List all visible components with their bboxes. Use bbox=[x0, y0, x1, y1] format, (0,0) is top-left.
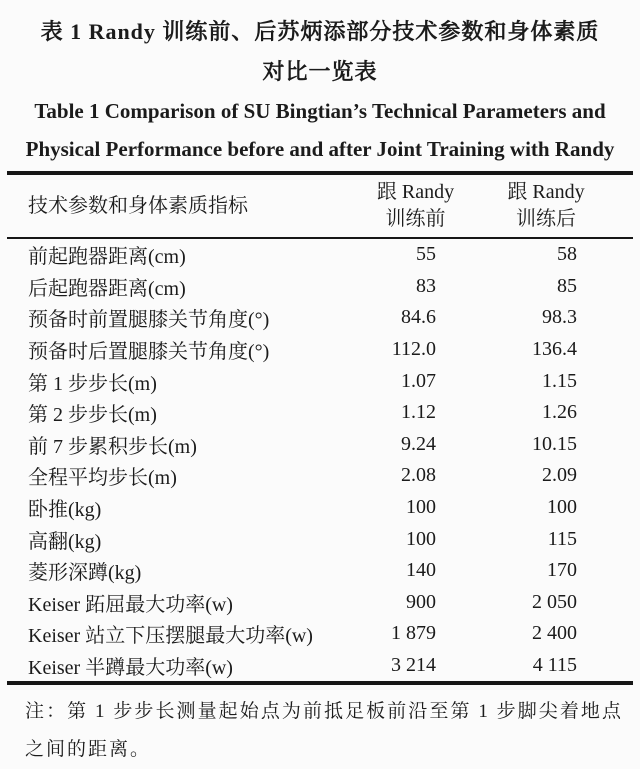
column-header-after-line2: 训练后 bbox=[516, 208, 576, 230]
table-row bbox=[7, 429, 633, 461]
table-row bbox=[7, 238, 633, 271]
before-value-cell: 100 bbox=[406, 496, 436, 519]
before-value-cell: 2.08 bbox=[401, 464, 436, 487]
row-label-cell: 菱形深蹲(kg) bbox=[28, 562, 142, 585]
column-header-before-line2: 训练前 bbox=[385, 208, 446, 230]
row-label-cell: 预备时后置腿膝关节角度(°) bbox=[28, 341, 270, 364]
before-value-cell: 140 bbox=[406, 559, 436, 582]
table-row bbox=[7, 334, 633, 366]
comparison-table bbox=[7, 171, 633, 685]
before-value-cell: 9.24 bbox=[401, 432, 436, 455]
before-value-cell: 3 214 bbox=[391, 654, 436, 677]
before-value-cell: 55 bbox=[416, 243, 436, 266]
column-header-after-line1: 跟 Randy bbox=[507, 181, 585, 203]
table-row bbox=[7, 365, 633, 397]
table-row bbox=[7, 587, 633, 619]
table-note bbox=[7, 693, 633, 769]
table-title-en-line2: Physical Performance before and after Joint Training with Randy bbox=[25, 137, 615, 161]
column-header-before-training bbox=[372, 173, 492, 238]
after-value-cell: 85 bbox=[557, 274, 577, 297]
column-header-before-line1: 跟 Randy bbox=[376, 181, 455, 203]
after-value-cell: 100 bbox=[547, 496, 577, 519]
after-value-cell: 58 bbox=[557, 243, 577, 266]
row-label-cell: 卧推(kg) bbox=[28, 499, 102, 522]
after-value-cell: 98.3 bbox=[542, 306, 577, 329]
row-label-cell: 第 2 步步长(m) bbox=[28, 404, 157, 427]
table-row bbox=[7, 650, 633, 684]
table-row bbox=[7, 302, 633, 334]
before-value-cell: 1.07 bbox=[401, 369, 436, 392]
table-row bbox=[7, 460, 633, 492]
table-title-en bbox=[7, 92, 633, 168]
row-label-cell: 前 7 步累积步长(m) bbox=[28, 435, 197, 458]
column-header-indicator: 技术参数和身体素质指标 bbox=[7, 173, 372, 238]
table-row bbox=[7, 555, 633, 587]
after-value-cell: 2 050 bbox=[532, 590, 577, 613]
table-header-row bbox=[7, 173, 633, 238]
after-value-cell: 10.15 bbox=[532, 432, 577, 455]
after-value-cell: 2.09 bbox=[542, 464, 577, 487]
table-row bbox=[7, 618, 633, 650]
row-label-cell: 后起跑器距离(cm) bbox=[28, 277, 186, 300]
before-value-cell: 83 bbox=[416, 274, 436, 297]
table-row bbox=[7, 271, 633, 303]
table-row bbox=[7, 492, 633, 524]
after-value-cell: 2 400 bbox=[532, 622, 577, 645]
before-value-cell: 84.6 bbox=[401, 306, 436, 329]
table-title-zh-line2: 对比一览表 bbox=[262, 59, 378, 84]
row-label-cell: 高翻(kg) bbox=[28, 530, 102, 553]
before-value-cell: 900 bbox=[406, 590, 436, 613]
table-title-zh-line1: 表 1 Randy 训练前、后苏炳添部分技术参数和身体素质 bbox=[40, 19, 600, 44]
after-value-cell: 170 bbox=[547, 559, 577, 582]
after-value-cell: 115 bbox=[547, 527, 577, 550]
row-label-cell: 全程平均步长(m) bbox=[28, 467, 177, 490]
after-value-cell: 4 115 bbox=[532, 654, 577, 677]
after-value-cell: 1.26 bbox=[542, 401, 577, 424]
after-value-cell: 1.15 bbox=[542, 369, 577, 392]
table-title-zh bbox=[7, 12, 633, 92]
row-label-cell: Keiser 站立下压摆腿最大功率(w) bbox=[28, 625, 313, 648]
row-label-cell: 前起跑器距离(cm) bbox=[28, 246, 186, 269]
after-value-cell: 136.4 bbox=[532, 338, 577, 361]
table-row bbox=[7, 397, 633, 429]
column-header-after-training bbox=[492, 173, 633, 238]
row-label-cell: Keiser 半蹲最大功率(w) bbox=[28, 657, 233, 680]
table-row bbox=[7, 523, 633, 555]
table-title-en-line1: Table 1 Comparison of SU Bingtian’s Technical Parameters and bbox=[34, 99, 606, 123]
row-label-cell: Keiser 跖屈最大功率(w) bbox=[28, 593, 233, 616]
before-value-cell: 1.12 bbox=[401, 401, 436, 424]
row-label-cell: 第 1 步步长(m) bbox=[28, 372, 157, 395]
before-value-cell: 100 bbox=[406, 527, 436, 550]
before-value-cell: 112.0 bbox=[391, 338, 436, 361]
before-value-cell: 1 879 bbox=[391, 622, 436, 645]
table-note-text: 注：第 1 步步长测量起始点为前抵足板前沿至第 1 步脚尖着地点之间的距离。 bbox=[25, 701, 623, 761]
row-label-cell: 预备时前置腿膝关节角度(°) bbox=[28, 309, 270, 332]
